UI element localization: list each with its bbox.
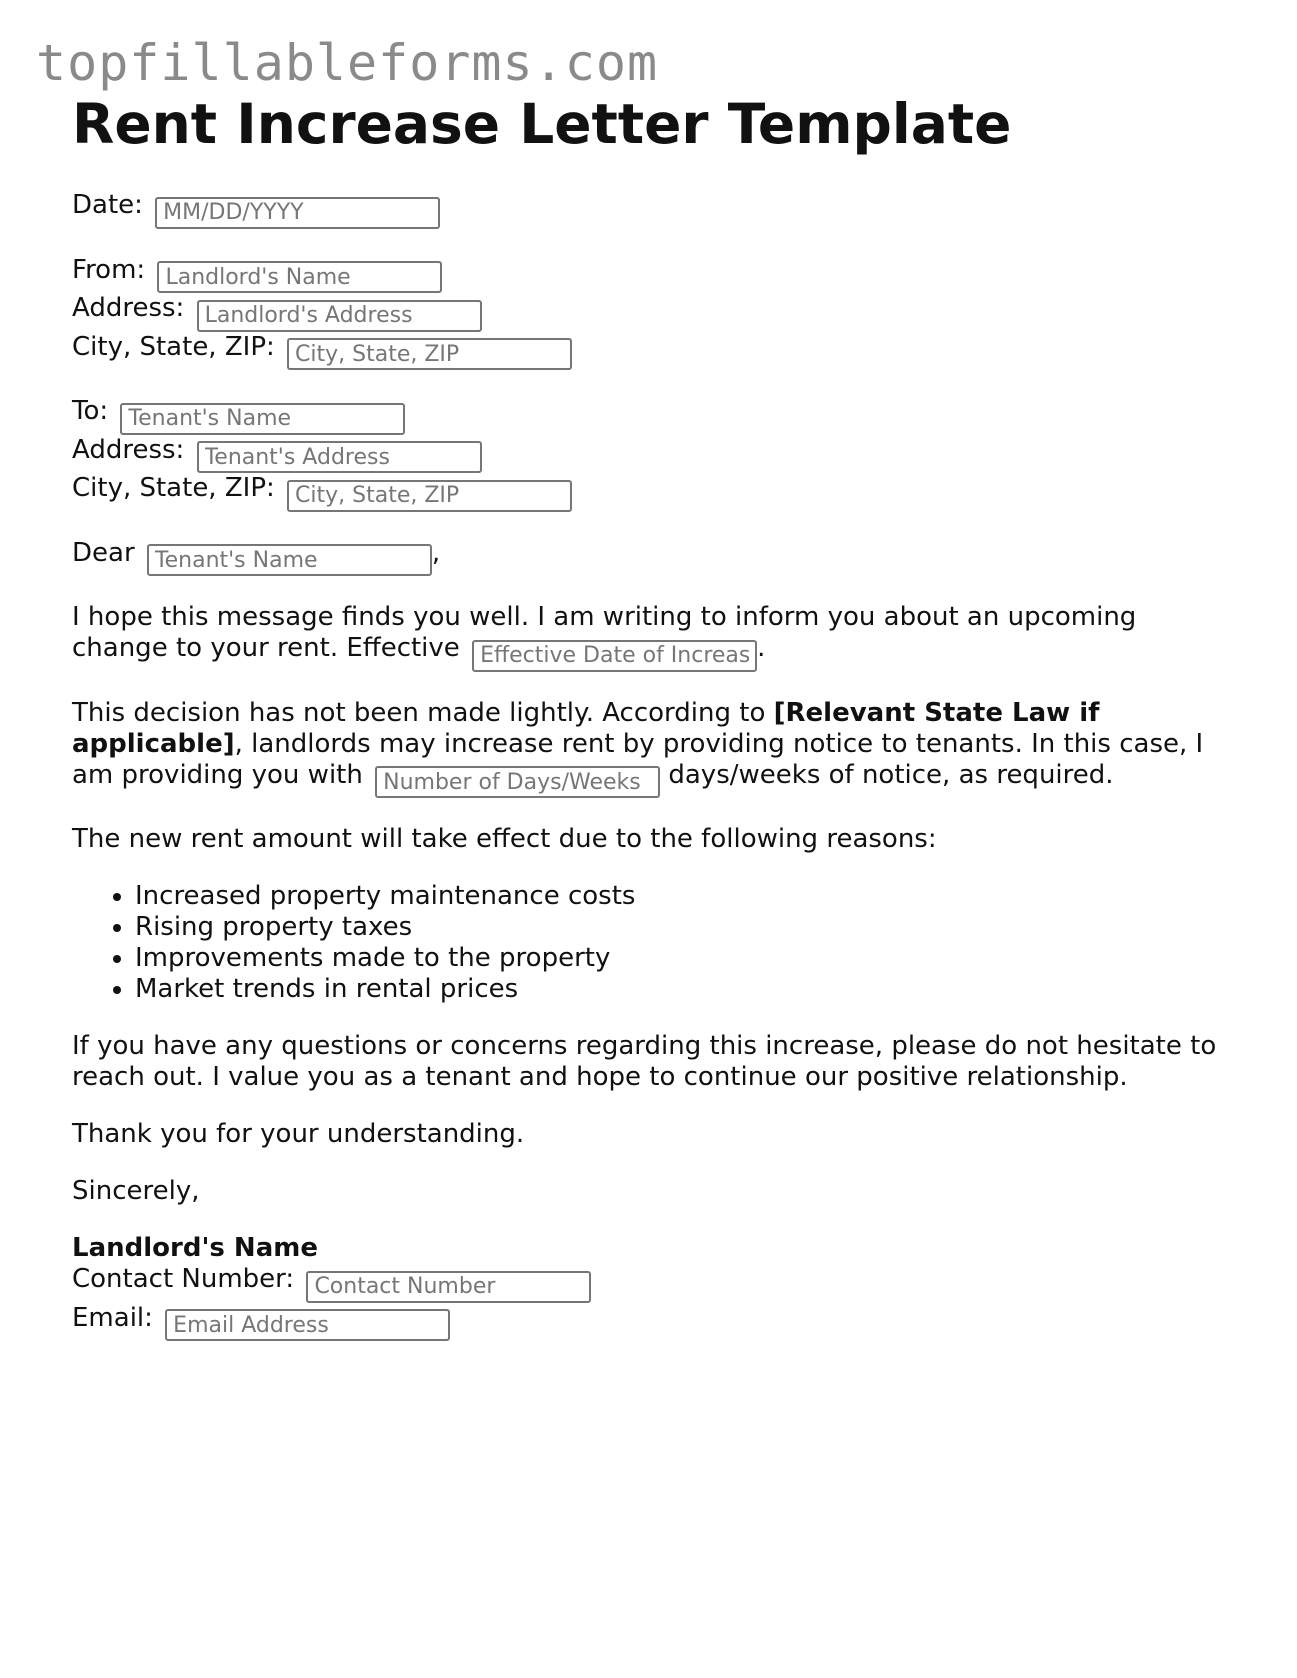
notice-text-after: , landlords may increase rent by providing notice to tenants. In this case, I am providing you with	[72, 728, 1204, 790]
from-address-label: Address:	[72, 293, 185, 323]
notice-paragraph	[72, 698, 1232, 799]
notice-suffix: days/weeks of notice, as required.	[668, 759, 1114, 790]
reasons-list	[72, 881, 1232, 1005]
salutation-prefix: Dear	[72, 537, 135, 568]
signature-name: Landlord's Name	[72, 1233, 318, 1263]
salutation-tenant-input[interactable]	[147, 544, 432, 576]
to-city-label: City, State, ZIP:	[72, 473, 275, 503]
landlord-name-input[interactable]	[157, 261, 442, 293]
list-item: • Market trends in rental prices	[135, 974, 1232, 1005]
to-address-label: Address:	[72, 434, 185, 465]
landlord-city-input[interactable]	[287, 338, 572, 370]
notice-period-input[interactable]	[375, 766, 660, 798]
salutation	[72, 538, 1232, 577]
date-label: Date:	[72, 190, 143, 220]
date-input[interactable]	[155, 197, 440, 229]
watermark: topfillableforms.com	[36, 34, 659, 92]
intro-text: I hope this message finds you well. I am writing to inform you about an upcoming change to your rent. Effective	[72, 602, 1137, 663]
letter	[72, 92, 1232, 1367]
page-title: Rent Increase Letter Template	[72, 92, 1012, 156]
contact-number-input[interactable]	[306, 1271, 591, 1303]
effective-date-input[interactable]	[472, 640, 757, 672]
signature-block	[72, 1233, 1232, 1341]
to-section	[72, 396, 1232, 512]
notice-text-before: This decision has not been made lightly. According to	[72, 697, 774, 728]
intro-suffix: .	[757, 633, 766, 663]
state-law-placeholder: [Relevant State Law if applicable]	[72, 697, 1100, 759]
reasons-intro: The new rent amount will take effect due to the following reasons:	[72, 824, 937, 854]
email-label: Email:	[72, 1302, 153, 1333]
thanks-paragraph: Thank you for your understanding.	[72, 1119, 525, 1149]
email-input[interactable]	[165, 1309, 450, 1341]
salutation-suffix: ,	[431, 537, 441, 568]
list-item: • Improvements made to the property	[135, 943, 1232, 974]
from-city-label: City, State, ZIP:	[72, 331, 275, 362]
closing: Sincerely,	[72, 1176, 200, 1206]
to-label: To:	[72, 396, 109, 426]
date-section	[72, 190, 1232, 229]
list-item: • Rising property taxes	[135, 912, 1232, 943]
questions-paragraph: If you have any questions or concerns regarding this increase, please do not hesitate to reach out. I value you as a tenant and hope to continue our positive relationship.	[72, 1031, 1217, 1092]
from-section	[72, 255, 1232, 371]
contact-label: Contact Number:	[72, 1264, 295, 1294]
intro-paragraph	[72, 602, 1232, 672]
list-item: • Increased property maintenance costs	[135, 881, 1232, 912]
tenant-name-input[interactable]	[120, 403, 405, 435]
from-label: From:	[72, 254, 146, 285]
tenant-address-input[interactable]	[197, 441, 482, 473]
landlord-address-input[interactable]	[197, 300, 482, 332]
tenant-city-input[interactable]	[287, 480, 572, 512]
